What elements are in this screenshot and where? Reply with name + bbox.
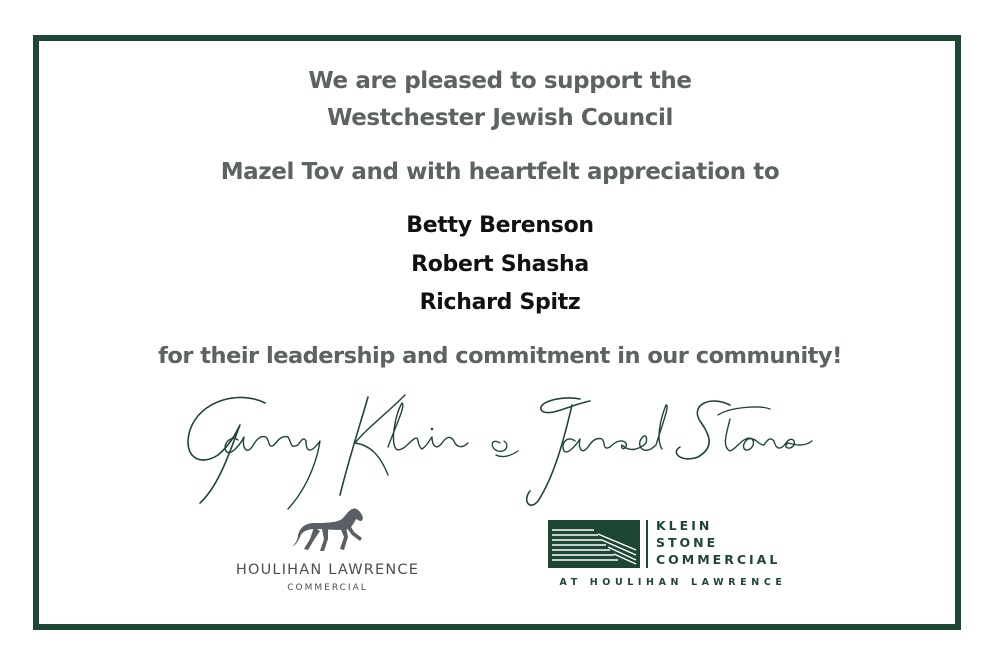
klein-stone-logo xyxy=(548,515,808,590)
signature xyxy=(170,385,830,515)
houlihan-lawrence-name: HOULIHAN LAWRENCE xyxy=(235,562,420,578)
horse-icon xyxy=(290,505,370,560)
houlihan-lawrence-subtitle: COMMERCIAL xyxy=(287,583,368,593)
klein-stone-tagline: AT HOULIHAN LAWRENCE xyxy=(559,577,787,588)
building-icon xyxy=(548,520,640,568)
message-line-1: We are pleased to support the xyxy=(308,68,692,94)
klein-stone-line-2: STONE xyxy=(656,535,719,550)
houlihan-lawrence-logo xyxy=(220,505,435,600)
klein-stone-line-1: KLEIN xyxy=(656,518,713,533)
honoree-name: Robert Shasha xyxy=(411,252,589,277)
klein-stone-line-3: COMMERCIAL xyxy=(656,552,781,567)
logo-divider xyxy=(646,520,648,568)
closing-line: for their leadership and commitment in our community! xyxy=(158,343,842,369)
message-line-3: Mazel Tov and with heartfelt appreciation to xyxy=(220,159,780,185)
message-line-2: Westchester Jewish Council xyxy=(327,105,673,131)
honoree-name: Betty Berenson xyxy=(406,213,594,238)
honoree-name: Richard Spitz xyxy=(419,290,581,315)
